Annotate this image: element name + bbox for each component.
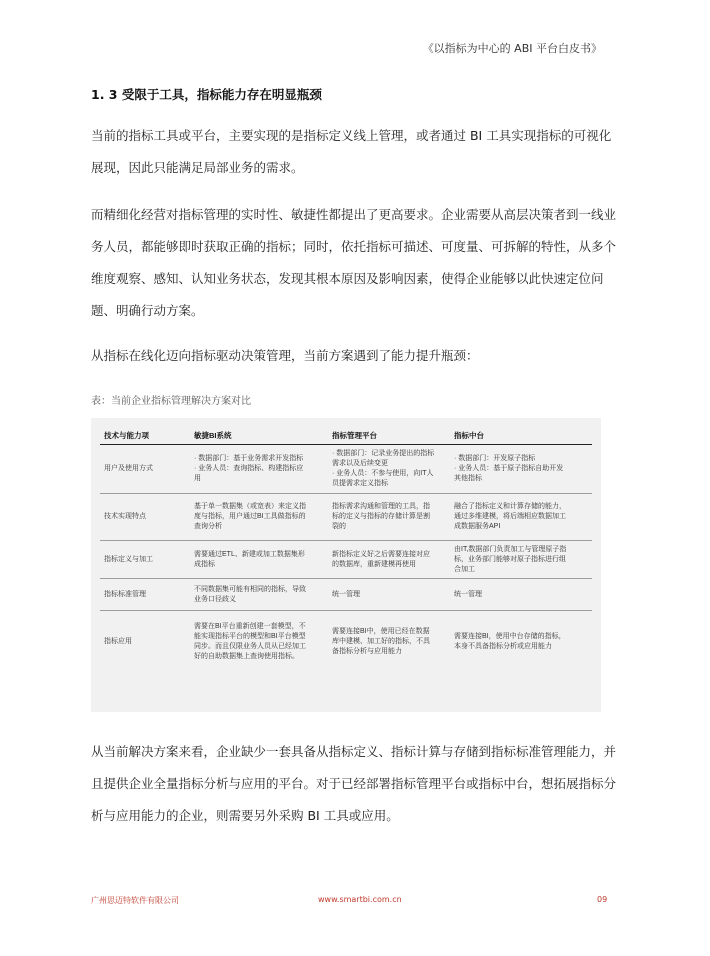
cell-line: 统一管理 [332,590,360,598]
paragraph-2 [91,199,621,327]
cell-line: 指标需求沟通和管理的工具，指 [332,503,430,510]
table-cell [328,611,450,673]
table-cell [190,494,328,541]
row-label: 指标定义与加工 [100,541,190,579]
table-row [100,579,592,611]
paragraph-line: 维度观察、感知、认知业务状态，发现其根本原因及影响因素，使得企业能够以此快速定位问 [91,271,604,286]
cell-line: 基于单一数据集（或宽表）来定义指 [194,503,306,510]
paragraph-1 [91,120,621,184]
cell-line: · 数据部门：开发原子指标 [454,455,536,462]
comparison-table [100,426,592,672]
table-cell [328,494,450,541]
cell-line: 查询分析 [194,523,222,530]
table-header-row [100,426,592,445]
paragraph-line: 当前的指标工具或平台，主要实现的是指标定义线上管理，或者通过 BI 工具实现指标的可视化 [91,128,612,143]
section-title: 1. 3 受限于工具，指标能力存在明显瓶颈 [91,87,322,102]
cell-line: · 数据部门：记录业务提出的指标 [332,450,435,457]
table-cell [190,611,328,673]
table-row [100,611,592,673]
table-cell [450,611,592,673]
cell-line: 需要连接BI中，使用已经在数据 [332,627,430,635]
cell-line: 本身不具备指标分析或应用能力 [454,642,552,650]
table-header-cell: 敏捷BI系统 [190,426,328,445]
cell-line: 由IT,数据部门负责加工与管理原子指 [454,545,567,553]
cell-line: 库中建模、加工好的指标，不具 [332,637,430,645]
paragraph-line: 从当前解决方案来看，企业缺少一套具备从指标定义、指标计算与存储到指标标准管理能力，并 [91,744,617,759]
footer-company: 广州思迈特软件有限公司 [91,896,179,905]
cell-line: 能实现指标平台的模型和BI平台模型 [194,632,306,640]
cell-line: 用 [194,475,201,482]
table-cell [190,579,328,611]
cell-line: 标的定义与指标的存储计算是割 [332,513,430,520]
table-cell [450,445,592,494]
cell-line: 需要连接BI，使用中台存储的指标， [454,632,566,640]
cell-line: 其他指标 [454,475,482,482]
cell-line: 需要在BI平台重新创建一套模型，不 [194,622,306,630]
table-row [100,445,592,494]
footer-website-link[interactable]: www.smartbi.com.cn [318,895,402,904]
paragraph-line: 且提供企业全量指标分析与应用的平台。对于已经部署指标管理平台或指标中台，想拓展指标分 [91,776,617,791]
table-cell [450,541,592,579]
cell-line: · 业务人员：基于原子指标自助开发 [454,465,564,472]
cell-line: 标，业务部门能够对原子指标进行组 [454,555,566,563]
cell-line: · 业务人员：查询指标、构建指标应 [194,465,304,472]
cell-line: 不同数据集可能有相同的指标，导致 [194,585,306,593]
cell-line: · 业务人员：不参与使用，向IT人 [332,470,434,477]
table-header-cell: 技术与能力项 [100,426,190,445]
cell-line: 需求以及后续变更 [332,460,388,467]
footer-page-number: 09 [597,895,608,904]
table-cell [190,541,328,579]
table-caption: 表：当前企业指标管理解决方案对比 [91,396,251,407]
comparison-table-container [91,418,601,712]
cell-line: 合加工 [454,565,475,573]
cell-line: 统一管理 [454,590,482,598]
table-header-cell: 指标管理平台 [328,426,450,445]
cell-line: 裂的 [332,523,346,530]
cell-line: 成指标 [194,560,215,568]
cell-line: 融合了指标定义和计算存储的能力， [454,503,566,510]
paragraph-line: 务人员，都能够即时获取正确的指标；同时，依托指标可描述、可度量、可拆解的特性，从多个 [91,239,617,254]
paragraph-line: 而精细化经营对指标管理的实时性、敏捷性都提出了更高要求。企业需要从高层决策者到一线业 [91,207,617,222]
paragraph-line: 展现，因此只能满足局部业务的需求。 [91,160,304,175]
cell-line: 同步。而且仅限业务人员从已经加工 [194,642,306,650]
cell-line: 备指标分析与应用能力 [332,647,402,655]
paragraph-4 [91,736,621,832]
cell-line: 度与指标，用户通过BI工具做指标的 [194,513,306,520]
row-label: 指标应用 [104,637,132,645]
cell-line: 业务口径歧义 [194,595,236,603]
paragraph-line: 从指标在线化迈向指标驱动决策管理，当前方案遇到了能力提升瓶颈： [91,348,479,363]
table-cell [450,494,592,541]
cell-line: 员提需求定义指标 [332,480,388,487]
table-row [100,541,592,579]
cell-line: 的数据库，重新建模再使用 [332,560,416,568]
table-cell [450,579,592,611]
cell-line: 通过多维建模，将后端相应数据加工 [454,513,566,520]
cell-line: 新指标定义好之后需要连接对应 [332,550,430,558]
table-header-cell: 指标中台 [450,426,592,445]
row-label: 技术实现特点 [100,494,190,541]
row-label: 用户及使用方式 [100,445,190,494]
cell-line: 好的自助数据集上查询使用指标。 [194,652,299,660]
cell-line: 需要通过ETL、新建或加工数据集形 [194,550,305,558]
table-row [100,494,592,541]
paragraph-line: 题、明确行动方案。 [91,303,204,318]
cell-line: · 数据部门：基于业务需求开发指标 [194,455,304,462]
paragraph-3 [91,340,621,372]
paragraph-line: 析与应用能力的企业，则需要另外采购 BI 工具或应用。 [91,808,399,823]
table-cell [328,541,450,579]
table-cell [328,445,450,494]
table-cell [190,445,328,494]
cell-line: 成数据服务API [454,523,501,530]
table-cell [328,579,450,611]
document-header-title: 《以指标为中心的 ABI 平台白皮书》 [422,42,602,55]
row-label: 指标标准管理 [100,579,190,611]
